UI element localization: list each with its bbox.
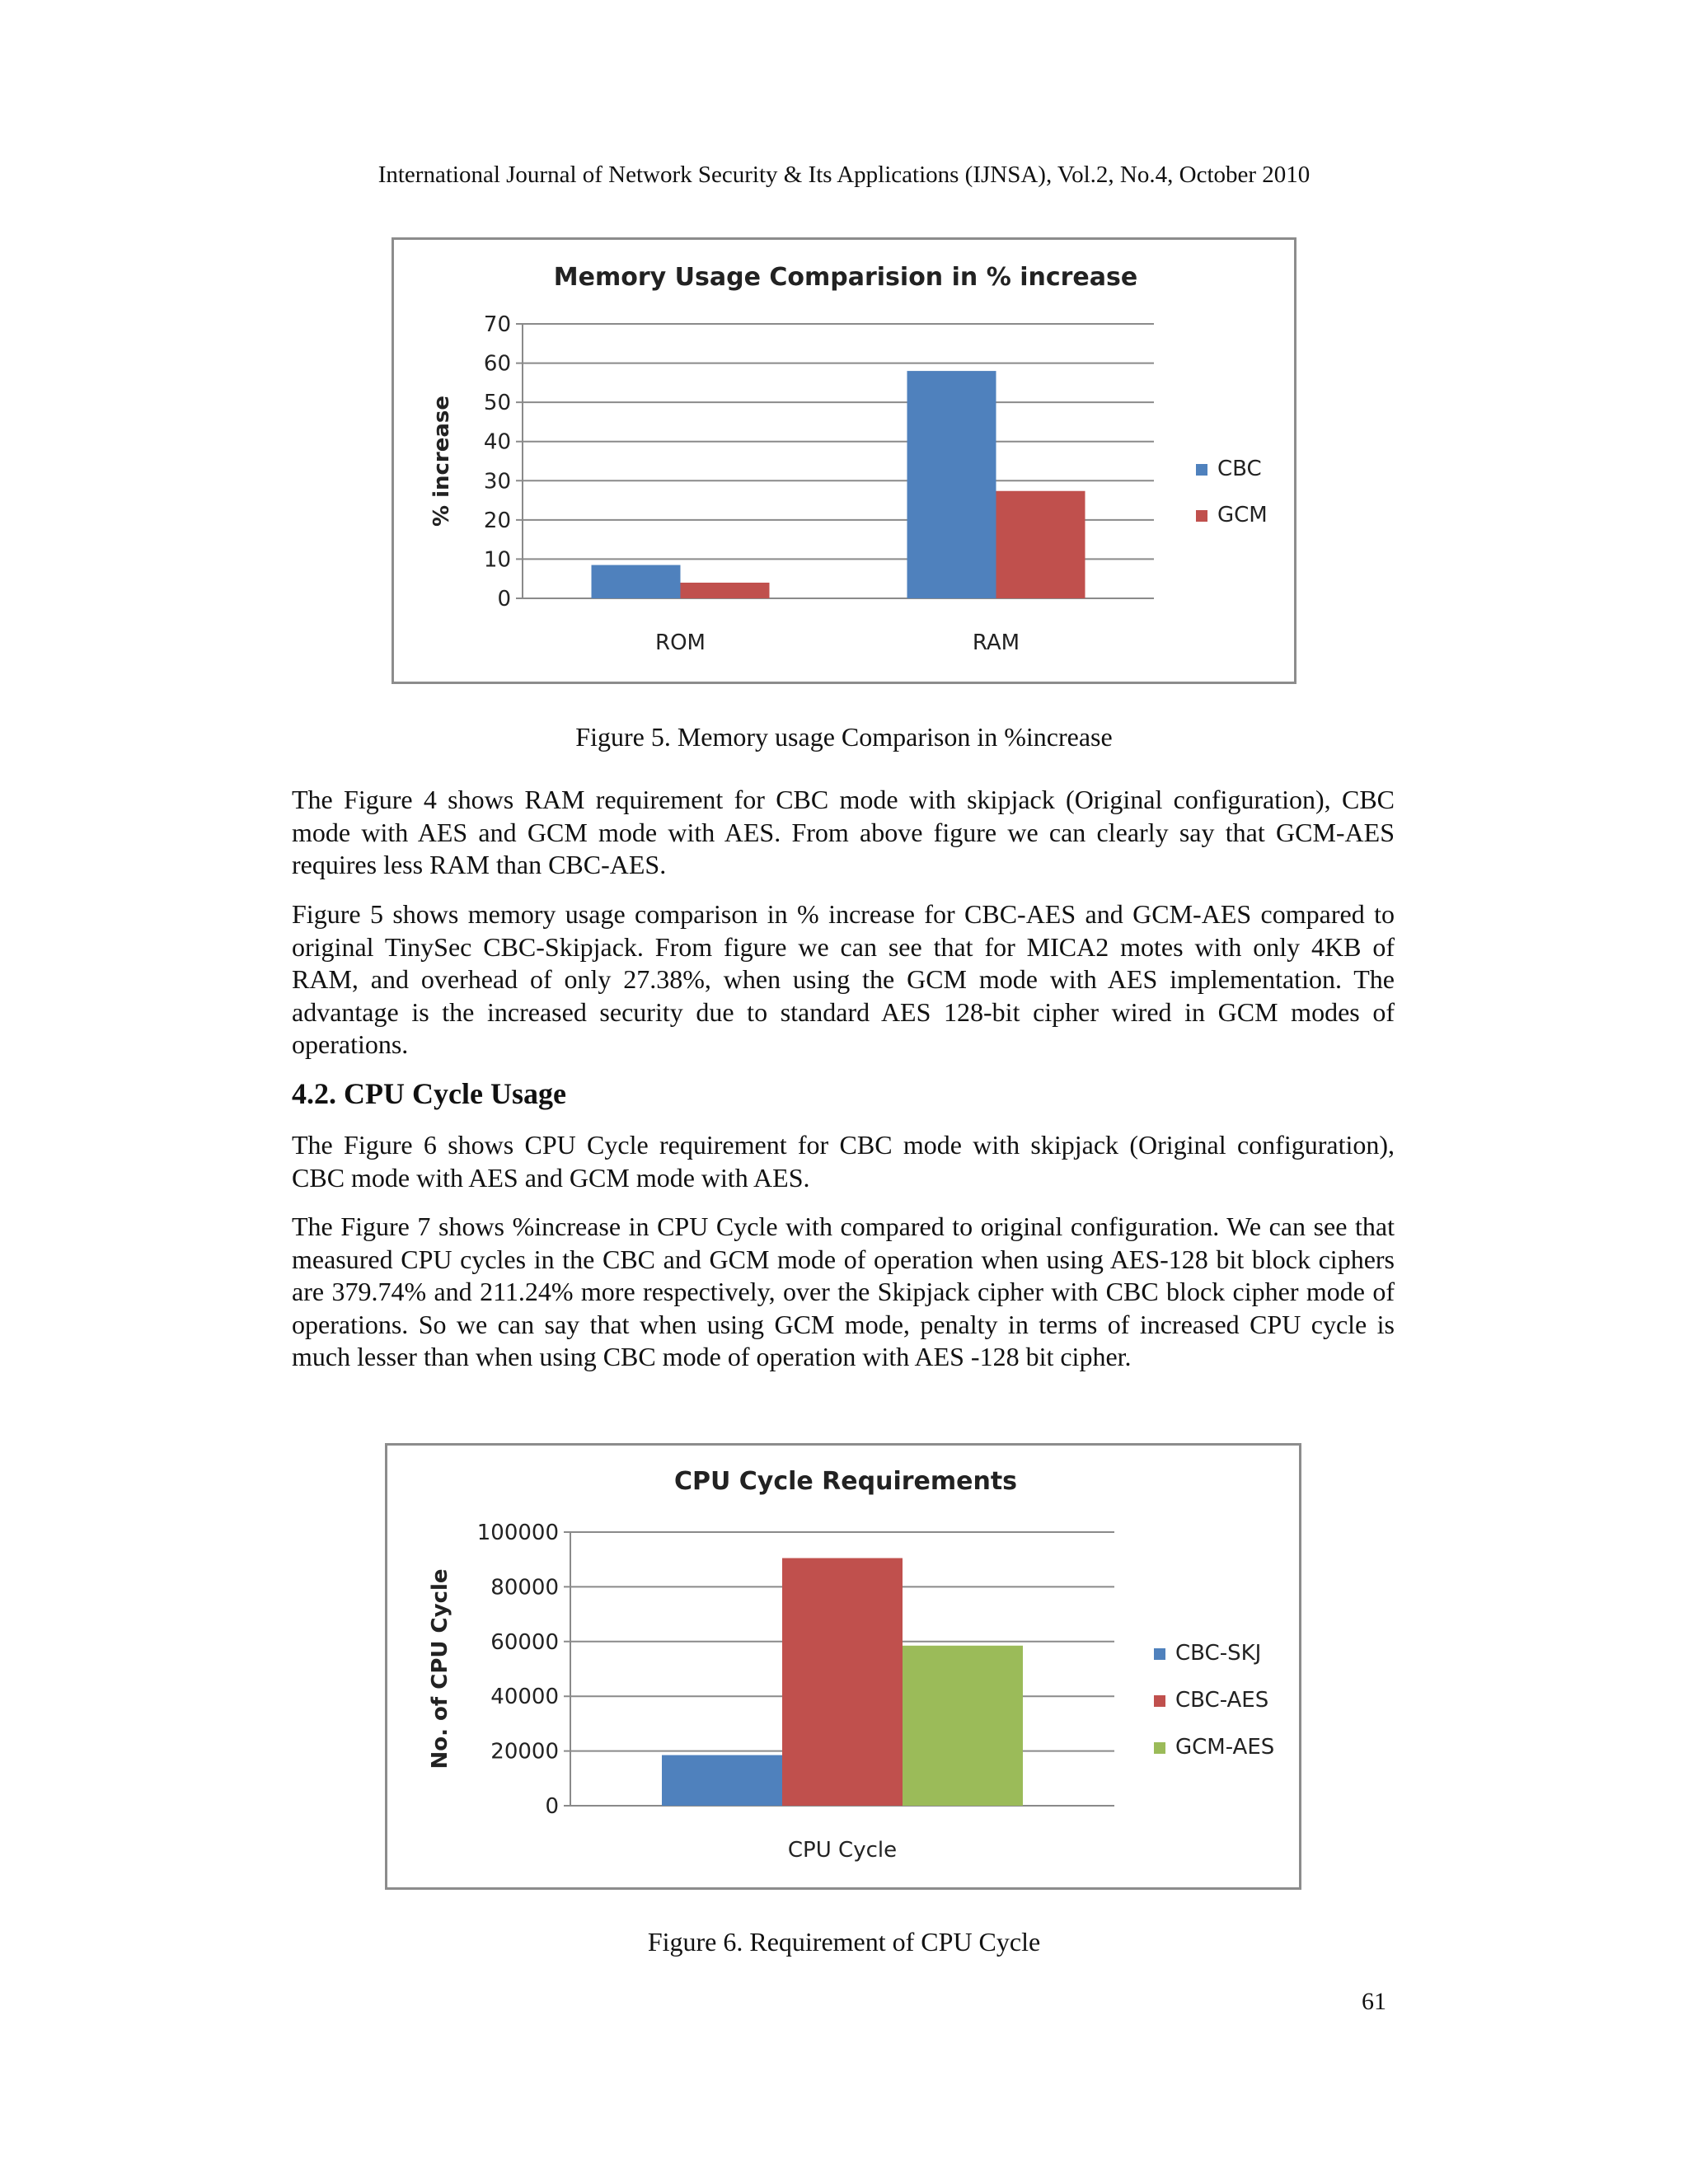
legend-swatch-gcm-aes <box>1154 1742 1165 1754</box>
y-axis-label: % increase <box>429 395 454 527</box>
y-tick-label: 70 <box>483 312 511 337</box>
chart-title: Memory Usage Comparision in % increase <box>553 263 1138 292</box>
paragraph-figure5-description: Figure 5 shows memory usage comparison in % increase for CBC-AES and GCM-AES compared to original TinySec CBC-Skipjack. From figure we can see that for MICA2 motes with only 4KB of RAM, and overhead of only 27.38%, when using the GCM mode with AES implementation. The advantage is the increased security due to standard AES 128-bit cipher wired in GCM modes of operations. <box>292 899 1395 1059</box>
y-tick-label: 40000 <box>490 1685 559 1710</box>
figure5-caption: Figure 5. Memory usage Comparison in %increase <box>575 722 1113 752</box>
bar-gcm-rom <box>681 583 770 598</box>
bar-gcm-aes-cpu-cycle <box>903 1646 1023 1806</box>
y-tick-label: 0 <box>497 587 511 612</box>
legend-label: GCM <box>1217 503 1268 527</box>
section-heading-cpu-cycle: 4.2. CPU Cycle Usage <box>292 1077 566 1110</box>
bar-cbc-rom <box>592 565 681 598</box>
memory-usage-chart <box>394 240 1299 687</box>
cpu-cycle-chart <box>387 1446 1304 1892</box>
paragraph-figure7-description: The Figure 7 shows %increase in CPU Cycle with compared to original configuration. We can see that measured CPU cycles in the CBC and GCM mode of operation when using AES-128 bit block ciphers are 379.74% and 211.24% more respectively, over the Skipjack cipher with CBC block cipher mode of operations. So we can say that when using GCM mode, penalty in terms of increased CPU cycle is much lesser than when using CBC mode of operation with AES -128 bit cipher. <box>292 1212 1395 1371</box>
y-tick-label: 30 <box>483 469 511 494</box>
legend-swatch-cbc-aes <box>1154 1695 1165 1707</box>
paragraph-figure4-description: The Figure 4 shows RAM requirement for CBC mode with skipjack (Original configuration), CBC mode with AES and GCM mode with AES. From above figure we can clearly say that GCM-AES requires less RAM than CBC-AES. <box>292 785 1395 879</box>
x-category-label: RAM <box>972 630 1020 655</box>
y-tick-label: 10 <box>483 547 511 573</box>
legend-swatch-gcm <box>1196 510 1207 522</box>
y-tick-label: 40 <box>483 429 511 455</box>
legend-swatch-cbc <box>1196 464 1207 476</box>
y-tick-label: 0 <box>545 1794 559 1819</box>
y-tick-label: 100000 <box>476 1521 559 1545</box>
x-category-label: ROM <box>655 630 706 655</box>
figure6-chart-frame <box>385 1443 1301 1890</box>
legend-swatch-cbc-skj <box>1154 1648 1165 1660</box>
bar-cbc-ram <box>907 371 996 598</box>
chart-title: CPU Cycle Requirements <box>673 1467 1018 1496</box>
y-tick-label: 20 <box>483 508 511 533</box>
figure5-chart-frame <box>392 237 1296 684</box>
running-header: International Journal of Network Security & Its Applications (IJNSA), Vol.2, No.4, October 2010 <box>377 162 1311 188</box>
legend-label: GCM-AES <box>1175 1735 1275 1760</box>
legend-label: CBC-SKJ <box>1175 1641 1262 1666</box>
y-tick-label: 60 <box>483 351 511 377</box>
y-tick-label: 20000 <box>490 1739 559 1765</box>
y-tick-label: 50 <box>483 391 511 416</box>
bar-cbc-skj-cpu-cycle <box>662 1755 782 1806</box>
legend-label: CBC <box>1217 457 1262 481</box>
x-category-label: CPU Cycle <box>787 1838 898 1863</box>
page-number: 61 <box>1362 1988 1386 2015</box>
bar-cbc-aes-cpu-cycle <box>782 1558 903 1806</box>
paragraph-figure6-description: The Figure 6 shows CPU Cycle requirement for CBC mode with skipjack (Original configuration), CBC mode with AES and GCM mode with AES. <box>292 1130 1395 1193</box>
y-tick-label: 60000 <box>490 1629 559 1655</box>
figure6-caption: Figure 6. Requirement of CPU Cycle <box>647 1927 1041 1957</box>
y-axis-label: No. of CPU Cycle <box>428 1568 452 1769</box>
bar-gcm-ram <box>996 491 1085 598</box>
legend-label: CBC-AES <box>1175 1688 1269 1713</box>
y-tick-label: 80000 <box>490 1575 559 1601</box>
